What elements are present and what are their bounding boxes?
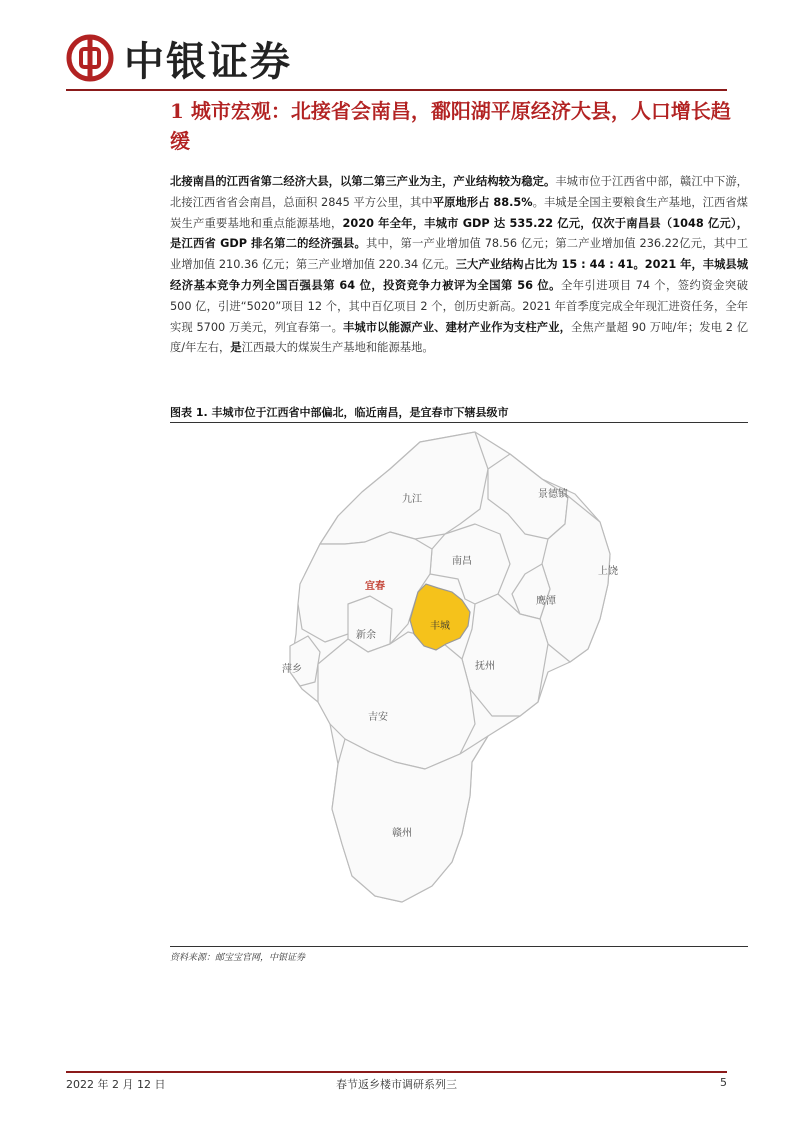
- label-shangrao: 上饶: [598, 566, 618, 577]
- figure-title: 图表 1. 丰城市位于江西省中部偏北，临近南昌，是宜春市下辖县级市: [170, 406, 509, 419]
- text-run: 北接南昌的江西省第二经济大县，以第二第三产业为主，产业结构较为稳定。: [170, 175, 556, 188]
- text-run: 全焦产量超 90 万吨/年；发电 2 亿度/年左右，: [170, 320, 748, 355]
- brand-logo: [66, 32, 292, 84]
- text-run: 江西最大的煤炭生产基地和能源基地。: [241, 341, 434, 355]
- label-yichun: 宜春: [365, 581, 385, 592]
- label-yingtan: 鹰潭: [536, 596, 556, 607]
- text-run: 。丰城是全国主要粮食生产基地，江西省煤炭生产重要基地和重点能源基地，: [170, 195, 748, 230]
- text-run: 全年引进项目 74 个，签约资金突破 500 亿，引进“5020”项目 12 个，其中百亿项目 2 个，创历史新高。2021 年首季度完成全年现汇进资任务，全年实现 5700 万美元，列宜春第一。: [170, 278, 748, 334]
- label-pingxiang: 萍乡: [282, 664, 302, 675]
- text-run: 2020 年全年，丰城市 GDP 达 535.22 亿元，仅次于南昌县（1048 亿元），是江西省 GDP 排名第二的经济强县。: [170, 216, 748, 251]
- figure-source: 资料来源：邮宝宝官网，中银证券: [170, 953, 306, 963]
- label-jian: 吉安: [368, 712, 388, 723]
- jiangxi-map: [170, 424, 748, 944]
- label-fengcheng: 丰城: [430, 621, 450, 632]
- label-fuzhou: 抚州: [475, 661, 495, 672]
- figure-top-rule: [170, 422, 748, 423]
- text-run: 丰城市位于江西省中部，赣江中下游，北接江西省省会南昌，总面积 2845 平方公里，其中: [170, 175, 748, 209]
- text-run: 三大产业结构占比为 15 : 44 : 41。2021 年，丰城县城经济基本竞争力列全国百强县第 64 位，投资竞争力被评为全国第 56 位。: [170, 258, 748, 292]
- label-xinyu: 新余: [356, 630, 376, 641]
- bank-logo-icon: [66, 34, 114, 82]
- label-jiujiang: 九江: [402, 494, 422, 505]
- footer-series: 春节返乡楼市调研系列三: [336, 1078, 457, 1091]
- label-nanchang: 南昌: [452, 556, 472, 567]
- page-number: 5: [720, 1076, 727, 1089]
- figure-bottom-rule: [170, 946, 748, 947]
- text-run: 平原地形占 88.5%: [432, 195, 533, 209]
- footer-date: 2022 年 2 月 12 日: [66, 1078, 166, 1091]
- label-jingdezhen: 景德镇: [538, 489, 568, 500]
- label-ganzhou: 赣州: [392, 828, 412, 839]
- text-run: 其中，第一产业增加值 78.56 亿元；第二产业增加值 236.22亿元，其中工业增加值 210.36 亿元；第三产业增加值 220.34 亿元。: [170, 237, 748, 272]
- text-run: 丰城市以能源产业、建材产业作为支柱产业，: [342, 320, 572, 334]
- brand-name: 中银证券: [124, 37, 292, 85]
- header-divider: [66, 89, 727, 91]
- footer-divider: [66, 1071, 727, 1073]
- section-title: 1 城市宏观：北接省会南昌，鄱阳湖平原经济大县，人口增长趋缓: [170, 99, 731, 153]
- text-run: 是: [230, 341, 242, 355]
- body-paragraph: [170, 172, 748, 359]
